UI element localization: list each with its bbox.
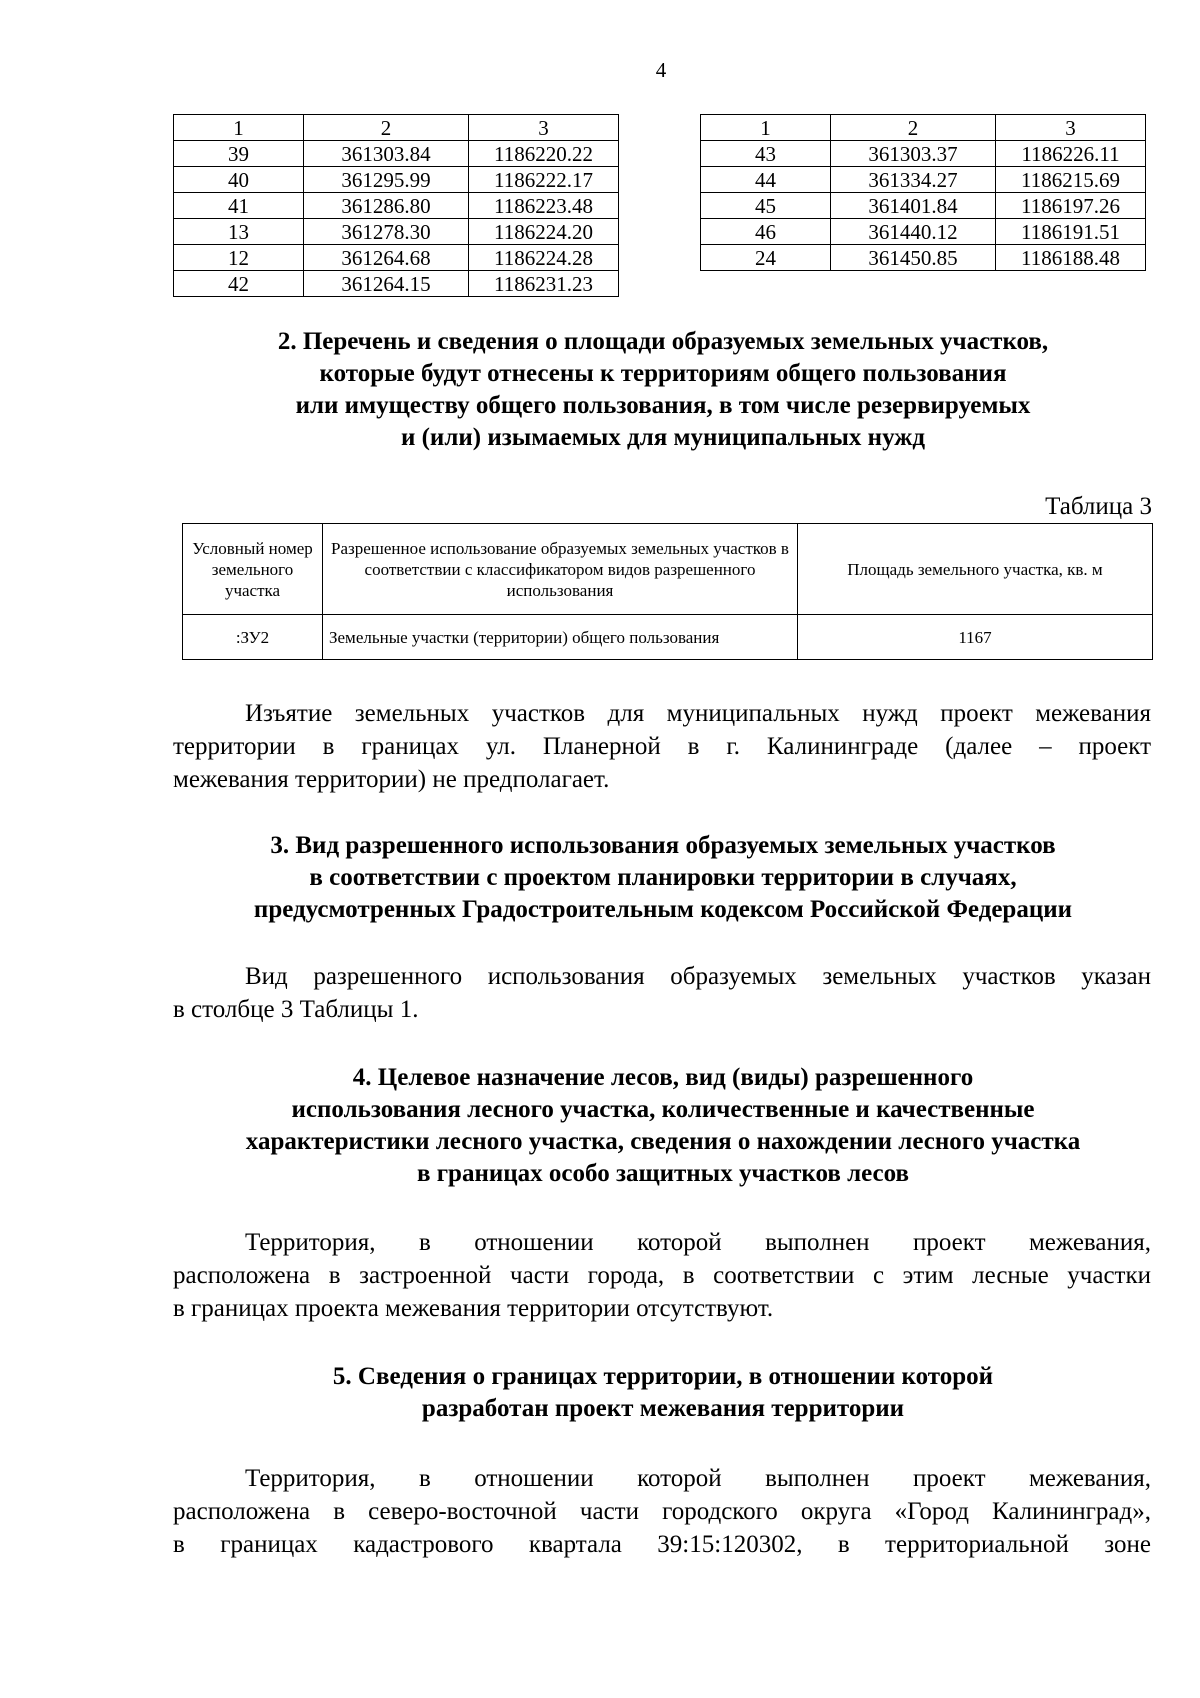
coordinates-header-cell: 1 (174, 115, 304, 141)
table-3-header-cell: Площадь земельного участка, кв. м (798, 524, 1153, 615)
coordinates-cell: 41 (174, 193, 304, 219)
coordinates-cell: 361450.85 (831, 245, 996, 271)
heading-line: которые будут отнесены к территориям общего пользования (319, 360, 1007, 387)
section-2-heading (173, 326, 1153, 454)
coordinates-cell: 1186191.51 (996, 219, 1146, 245)
section-5-heading (173, 1361, 1153, 1425)
coordinates-cell: 43 (701, 141, 831, 167)
coordinates-cell: 1186224.28 (469, 245, 619, 271)
coordinates-cell: 1186231.23 (469, 271, 619, 297)
coordinates-cell: 361278.30 (304, 219, 469, 245)
coordinates-cell: 46 (701, 219, 831, 245)
paragraph-line: Изъятие земельных участков для муниципальных нужд проект межевания (245, 700, 1151, 727)
coordinates-header-cell: 2 (831, 115, 996, 141)
coordinates-cell: 1186188.48 (996, 245, 1146, 271)
coordinates-cell: 24 (701, 245, 831, 271)
paragraph-line: Вид разрешенного использования образуемых земельных участков указан (245, 963, 1151, 990)
heading-line: разработан проект межевания территории (421, 1395, 905, 1422)
coordinates-table-right (700, 114, 1146, 271)
coordinates-cell: 12 (174, 245, 304, 271)
heading-line: 4. Целевое назначение лесов, вид (виды) разрешенного (352, 1064, 974, 1091)
coordinates-cell: 1186197.26 (996, 193, 1146, 219)
coordinates-cell: 361303.37 (831, 141, 996, 167)
coordinates-row (174, 245, 619, 271)
heading-line: 5. Сведения о границах территории, в отношении которой (332, 1363, 994, 1390)
heading-line: использования лесного участка, количественные и качественные (291, 1096, 1035, 1123)
coordinates-cell: 40 (174, 167, 304, 193)
heading-line: или имуществу общего пользования, в том числе резервируемых (295, 392, 1031, 419)
coordinates-cell: 1186226.11 (996, 141, 1146, 167)
heading-line: 3. Вид разрешенного использования образуемых земельных участков (270, 832, 1056, 859)
coordinates-table-left (173, 114, 619, 297)
coordinates-cell: 361303.84 (304, 141, 469, 167)
coordinates-row (174, 219, 619, 245)
section-3-heading (173, 830, 1153, 926)
table-3-header-row (183, 524, 1153, 615)
coordinates-cell: 361440.12 (831, 219, 996, 245)
table-3-row (183, 615, 1153, 660)
heading-line: предусмотренных Градостроительным кодексом Российской Федерации (253, 896, 1073, 923)
paragraph-line: Территория, в отношении которой выполнен проект межевания, (245, 1465, 1151, 1492)
table-3-header-cell: Условный номер земельного участка (183, 524, 323, 615)
table-3-cell: 1167 (798, 615, 1153, 660)
heading-line: в соответствии с проектом планировки территории в случаях, (309, 864, 1017, 891)
table-3-header-cell: Разрешенное использование образуемых земельных участков в соответствии с классификатором видов разрешенного использования (323, 524, 798, 615)
coordinates-cell: 1186220.22 (469, 141, 619, 167)
coordinates-cell: 1186224.20 (469, 219, 619, 245)
coordinates-row (701, 219, 1146, 245)
coordinates-cell: 45 (701, 193, 831, 219)
coordinates-cell: 1186222.17 (469, 167, 619, 193)
coordinates-header-cell: 3 (469, 115, 619, 141)
coordinates-row (174, 271, 619, 297)
section-4-heading (173, 1062, 1153, 1190)
coordinates-cell: 361401.84 (831, 193, 996, 219)
coordinates-header-row (174, 115, 619, 141)
paragraph-line: в границах кадастрового квартала 39:15:120302, в территориальной зоне (173, 1531, 1151, 1558)
coordinates-header-cell: 3 (996, 115, 1146, 141)
coordinates-cell: 42 (174, 271, 304, 297)
section-4-paragraph (173, 1226, 1151, 1325)
coordinates-table-right-body (701, 115, 1146, 271)
coordinates-row (174, 141, 619, 167)
page-number: 4 (655, 58, 667, 82)
coordinates-cell: 1186215.69 (996, 167, 1146, 193)
paragraph-line: в границах проекта межевания территории отсутствуют. (173, 1295, 774, 1322)
coordinates-row (701, 193, 1146, 219)
coordinates-table-left-body (174, 115, 619, 297)
coordinates-row (174, 167, 619, 193)
paragraph-line: расположена в застроенной части города, в соответствии с этим лесные участки (173, 1262, 1151, 1289)
coordinates-header-cell: 1 (701, 115, 831, 141)
section-5-paragraph (173, 1462, 1151, 1561)
coordinates-row (701, 141, 1146, 167)
coordinates-header-cell: 2 (304, 115, 469, 141)
coordinates-cell: 361334.27 (831, 167, 996, 193)
coordinates-cell: 13 (174, 219, 304, 245)
table-3 (182, 523, 1153, 660)
coordinates-cell: 361295.99 (304, 167, 469, 193)
paragraph-line: в столбце 3 Таблицы 1. (173, 996, 419, 1023)
table-3-cell: :ЗУ2 (183, 615, 323, 660)
coordinates-header-row (701, 115, 1146, 141)
section-3-paragraph (173, 960, 1151, 1026)
section-2-paragraph (173, 697, 1151, 796)
heading-line: и (или) изымаемых для муниципальных нужд (400, 424, 926, 451)
table-3-cell: Земельные участки (территории) общего пользования (323, 615, 798, 660)
coordinates-row (701, 245, 1146, 271)
coordinates-row (174, 193, 619, 219)
coordinates-cell: 1186223.48 (469, 193, 619, 219)
coordinates-row (701, 167, 1146, 193)
heading-line: 2. Перечень и сведения о площади образуемых земельных участков, (277, 328, 1049, 355)
heading-line: в границах особо защитных участков лесов (416, 1160, 910, 1187)
coordinates-cell: 361264.15 (304, 271, 469, 297)
coordinates-cell: 39 (174, 141, 304, 167)
paragraph-line: территории в границах ул. Планерной в г. Калининграде (далее – проект (173, 733, 1151, 760)
coordinates-cell: 361264.68 (304, 245, 469, 271)
coordinates-cell: 361286.80 (304, 193, 469, 219)
heading-line: характеристики лесного участка, сведения о нахождении лесного участка (245, 1128, 1081, 1155)
table-3-caption: Таблица 3 (1045, 493, 1152, 520)
paragraph-line: расположена в северо-восточной части городского округа «Город Калининград», (173, 1498, 1151, 1525)
coordinates-cell: 44 (701, 167, 831, 193)
paragraph-line: Территория, в отношении которой выполнен проект межевания, (245, 1229, 1151, 1256)
paragraph-line: межевания территории) не предполагает. (173, 766, 610, 793)
